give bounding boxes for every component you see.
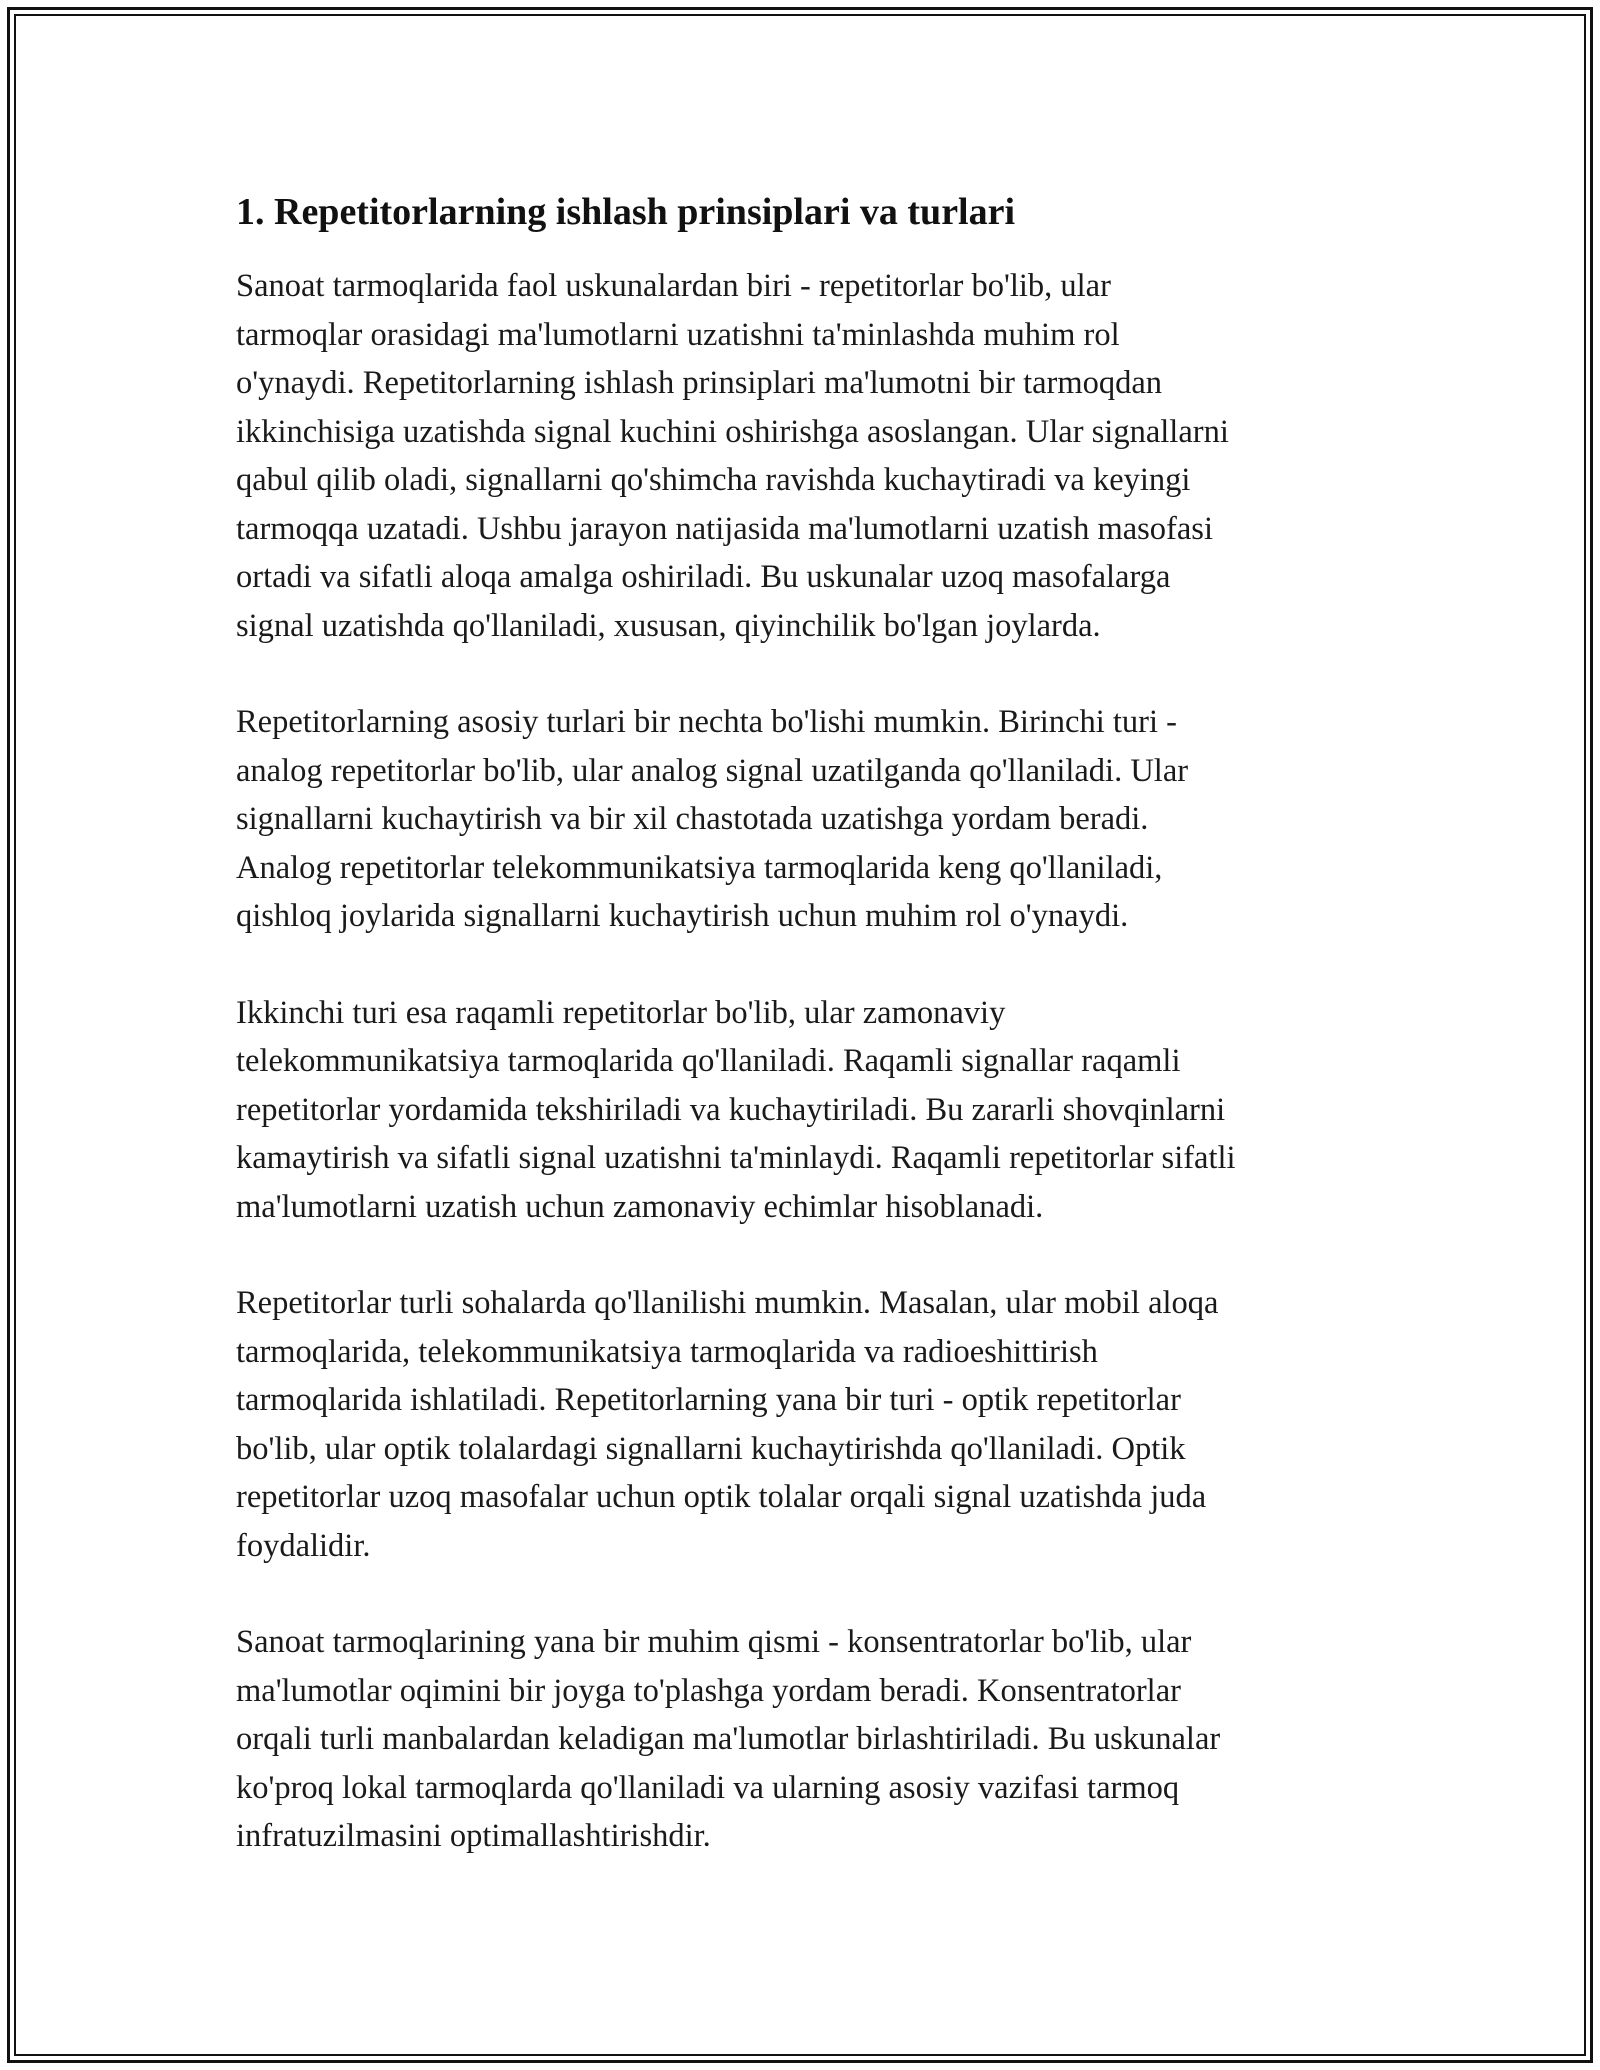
paragraph-2 (236, 698, 1366, 941)
paragraph-1 (236, 262, 1366, 650)
paragraph-line: tarmoqlar orasidagi ma'lumotlarni uzatishni ta'minlashda muhim rol (236, 316, 1120, 353)
paragraph-line: tarmoqqa uzatadi. Ushbu jarayon natijasida ma'lumotlarni uzatish masofasi (236, 510, 1213, 547)
paragraph-line: orqali turli manbalardan keladigan ma'lumotlar birlashtiriladi. Bu uskunalar (236, 1721, 1221, 1757)
paragraph-line: Analog repetitorlar telekommunikatsiya tarmoqlarida keng qo'llaniladi, (236, 849, 1163, 886)
paragraph-line: foydalidir. (236, 1527, 371, 1564)
paragraph-line: infratuzilmasini optimallashtirishdir. (236, 1818, 711, 1854)
paragraph-line: analog repetitorlar bo'lib, ular analog signal uzatilganda qo'llaniladi. Ular (236, 752, 1189, 789)
paragraph-line: repetitorlar yordamida tekshiriladi va kuchaytiriladi. Bu zararli shovqinlarni (236, 1091, 1226, 1128)
paragraph-line: qishloq joylarida signallarni kuchaytirish uchun muhim rol o'ynaydi. (236, 898, 1129, 934)
paragraph-5 (236, 1618, 1366, 1861)
paragraph-line: Sanoat tarmoqlarining yana bir muhim qismi - konsentratorlar bo'lib, ular (236, 1624, 1192, 1660)
paragraph-line: telekommunikatsiya tarmoqlarida qo'llaniladi. Raqamli signallar raqamli (236, 1043, 1181, 1079)
paragraph-line: kamaytirish va sifatli signal uzatishni ta'minlaydi. Raqamli repetitorlar sifatli (236, 1140, 1236, 1176)
document-content (236, 186, 1366, 1909)
paragraph-line: ko'proq lokal tarmoqlarda qo'llaniladi va ularning asosiy vazifasi tarmoq (236, 1769, 1180, 1806)
paragraph-4 (236, 1279, 1366, 1570)
paragraph-line: ortadi va sifatli aloqa amalga oshiriladi. Bu uskunalar uzoq masofalarga (236, 559, 1171, 595)
paragraph-line: bo'lib, ular optik tolalardagi signallarni kuchaytirishda qo'llaniladi. Optik (236, 1430, 1186, 1467)
paragraph-line: ma'lumotlarni uzatish uchun zamonaviy echimlar hisoblanadi. (236, 1188, 1044, 1225)
paragraph-3 (236, 989, 1366, 1232)
paragraph-line: repetitorlar uzoq masofalar uchun optik tolalar orqali signal uzatishda juda (236, 1479, 1207, 1515)
paragraph-line: Repetitorlarning asosiy turlari bir nechta bo'lishi mumkin. Birinchi turi - (236, 704, 1177, 740)
paragraph-line: signallarni kuchaytirish va bir xil chastotada uzatishga yordam beradi. (236, 801, 1149, 837)
section-heading: 1. Repetitorlarning ishlash prinsiplari va turlari (236, 191, 1016, 233)
paragraph-line: ikkinchisiga uzatishda signal kuchini oshirishga asoslangan. Ular signallarni (236, 413, 1229, 450)
paragraph-line: Ikkinchi turi esa raqamli repetitorlar bo'lib, ular zamonaviy (236, 994, 1006, 1031)
paragraph-line: tarmoqlarida ishlatiladi. Repetitorlarning yana bir turi - optik repetitorlar (236, 1382, 1181, 1418)
paragraph-line: Repetitorlar turli sohalarda qo'llanilishi mumkin. Masalan, ular mobil aloqa (236, 1285, 1219, 1321)
paragraph-line: Sanoat tarmoqlarida faol uskunalardan biri - repetitorlar bo'lib, ular (236, 268, 1111, 304)
paragraph-line: qabul qilib oladi, signallarni qo'shimcha ravishda kuchaytiradi va keyingi (236, 462, 1191, 498)
paragraph-line: o'ynaydi. Repetitorlarning ishlash prinsiplari ma'lumotni bir tarmoqdan (236, 365, 1163, 401)
paragraph-line: ma'lumotlar oqimini bir joyga to'plashga yordam beradi. Konsentratorlar (236, 1672, 1181, 1709)
paragraph-line: signal uzatishda qo'llaniladi, xususan, qiyinchilik bo'lgan joylarda. (236, 607, 1101, 644)
paragraph-line: tarmoqlarida, telekommunikatsiya tarmoqlarida va radioeshittirish (236, 1333, 1098, 1370)
